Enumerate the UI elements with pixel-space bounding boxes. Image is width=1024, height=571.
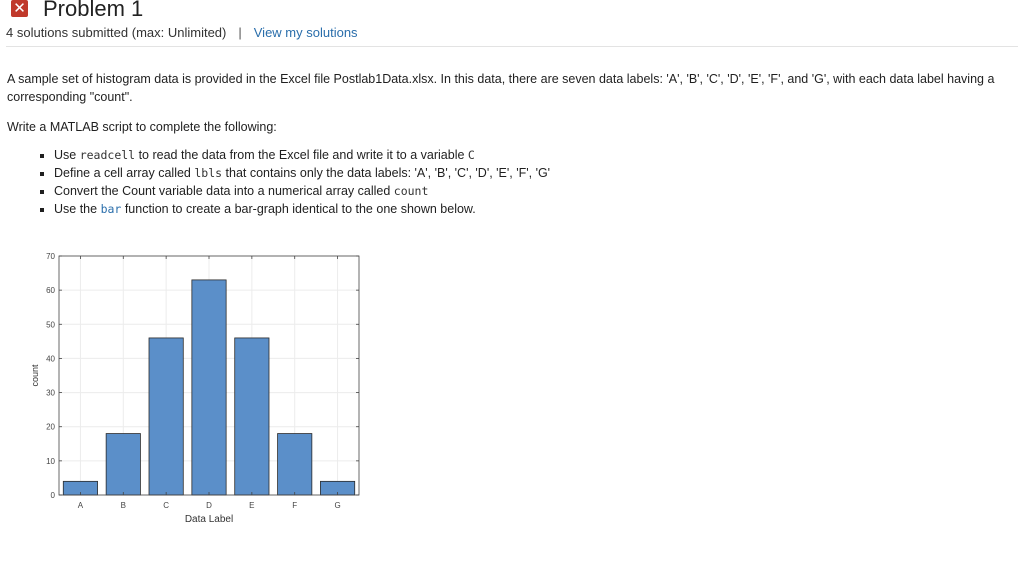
bar-d <box>192 280 226 495</box>
task-code: bar <box>100 202 122 216</box>
x-tick-label: C <box>163 501 170 510</box>
x-tick-label: B <box>120 501 126 510</box>
task-item-2 <box>54 164 1007 182</box>
bar-c <box>149 338 183 495</box>
y-tick-label: 60 <box>46 286 55 296</box>
task-code: count <box>393 184 429 198</box>
task-text: Define a cell array called <box>54 166 195 180</box>
y-tick-label: 40 <box>46 354 55 364</box>
task-item-4 <box>54 200 1007 218</box>
close-x-icon: ✕ <box>11 0 28 17</box>
separator: | <box>238 25 242 40</box>
view-solutions-link[interactable]: View my solutions <box>253 25 358 40</box>
intro-paragraph: A sample set of histogram data is provided in the Excel file Postlab1Data.xlsx. In this data, there are seven data labels: 'A', 'B', 'C', 'D', 'E', 'F', and 'G', with each data label having a corresponding "count". <box>7 72 995 104</box>
task-item-1 <box>54 146 1007 164</box>
bar-e <box>235 338 269 495</box>
y-tick-label: 20 <box>46 422 55 432</box>
y-tick-label: 0 <box>50 491 55 500</box>
task-item-3 <box>54 182 1007 200</box>
bar-b <box>106 434 140 495</box>
task-text: function to create a bar-graph identical to the one shown below. <box>121 202 476 216</box>
instructions-paragraph: Write a MATLAB script to complete the following: <box>7 120 277 134</box>
y-tick-label: 10 <box>46 456 55 466</box>
x-tick-label: F <box>292 501 298 510</box>
task-text: Use <box>54 148 80 162</box>
task-text: Use the <box>54 202 101 216</box>
bar-chart <box>26 250 376 535</box>
y-axis-label: count <box>30 364 40 387</box>
y-tick-label: 50 <box>46 320 55 330</box>
task-list <box>7 146 1007 218</box>
submission-count: 4 solutions submitted (max: Unlimited) <box>6 25 227 40</box>
submission-meta <box>6 25 358 40</box>
problem-header <box>6 0 1018 47</box>
page-title: Problem 1 <box>43 0 144 21</box>
bar-f <box>278 434 312 495</box>
task-code: C <box>467 148 475 162</box>
task-text: that contains only the data labels: 'A', 'B', 'C', 'D', 'E', 'F', 'G' <box>222 166 551 180</box>
x-tick-label: G <box>334 501 341 510</box>
problem-description <box>7 70 1007 218</box>
y-tick-label: 30 <box>46 388 55 398</box>
task-code: lbls <box>194 166 223 180</box>
x-axis-label: Data Label <box>184 514 234 525</box>
task-text: to read the data from the Excel file and write it to a variable <box>135 148 468 162</box>
task-text: Convert the Count variable data into a numerical array called <box>54 184 394 198</box>
x-tick-label: A <box>77 501 84 510</box>
x-tick-label: D <box>206 501 212 510</box>
x-tick-label: E <box>249 501 255 510</box>
task-code: readcell <box>79 148 136 162</box>
y-tick-label: 70 <box>46 252 55 261</box>
